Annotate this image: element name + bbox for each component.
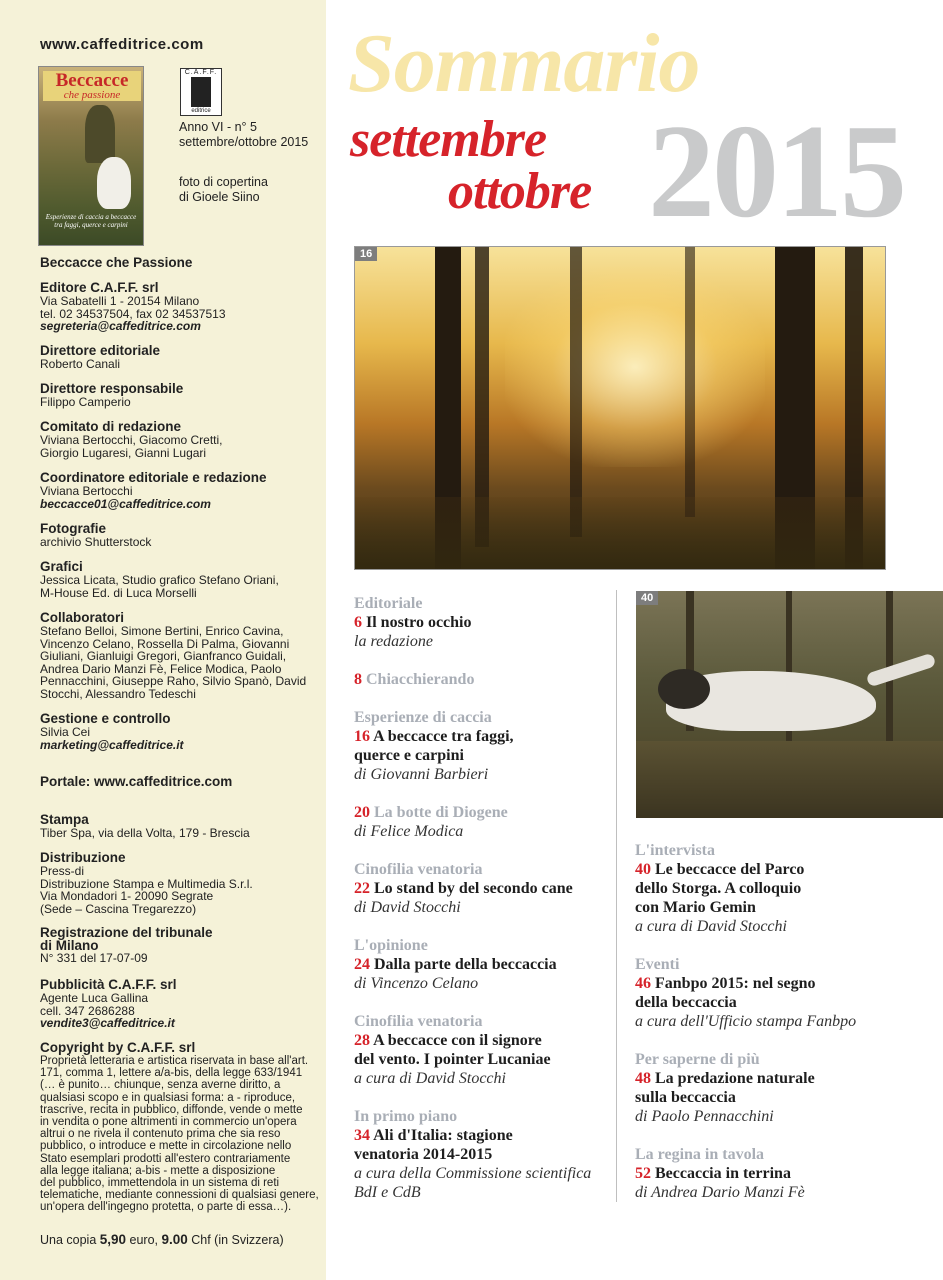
toc-author: di Vincenzo Celano xyxy=(354,975,479,992)
coordinatore-name: Viviana Bertocchi xyxy=(40,484,133,498)
grafici-label: Grafici xyxy=(40,559,83,574)
toc-category: Cinofilia venatoria xyxy=(354,861,483,878)
comitato-block xyxy=(40,419,223,459)
toc-title: Dalla parte della beccaccia xyxy=(374,956,557,973)
toc-category: L'intervista xyxy=(635,842,715,859)
toc-author-line2: BdI e CdB xyxy=(354,1184,421,1201)
toc-title: Fanbpo 2015: nel segno xyxy=(655,975,816,992)
toc-entry[interactable] xyxy=(354,1107,619,1202)
toc-author: di Andrea Dario Manzi Fè xyxy=(635,1184,805,1201)
copyright-line: qualsiasi scopo e in qualsiasi forma: a - riproduce, xyxy=(40,1091,296,1104)
portale-block[interactable] xyxy=(40,774,232,789)
direttore-editoriale-label: Direttore editoriale xyxy=(40,343,161,358)
toc-page-number: 24 xyxy=(354,956,370,973)
toc-title-line2: venatoria 2014-2015 xyxy=(354,1146,493,1163)
copyright-line: (… è punito… chiunque, senza averne diritto, a xyxy=(40,1079,281,1092)
issue-date: settembre/ottobre 2015 xyxy=(179,135,309,149)
direttore-responsabile-block xyxy=(40,381,183,409)
toc-entry[interactable] xyxy=(635,1050,900,1126)
issue-month-2: ottobre xyxy=(448,163,592,220)
toc-title: La predazione naturale xyxy=(655,1070,815,1087)
toc-title: Beccaccia in terrina xyxy=(655,1165,791,1182)
stampa-text: Tiber Spa, via della Volta, 179 - Brescia xyxy=(40,826,250,840)
collaboratori-line: Pennacchini, Giuseppe Raho, Silvio Spanò, David xyxy=(40,674,307,688)
caff-editrice-logo xyxy=(180,68,222,116)
cover-logo xyxy=(43,71,141,101)
masthead-text: Beccacce che Passione xyxy=(40,255,193,270)
price-line xyxy=(40,1232,284,1247)
toc-page-number: 52 xyxy=(635,1165,651,1182)
toc-category: Per saperne di più xyxy=(635,1051,760,1068)
price-suffix: Chf (in Svizzera) xyxy=(187,1233,284,1247)
page-badge-16: 16 xyxy=(355,247,377,261)
tree-trunk xyxy=(570,247,582,537)
collaboratori-line: Stefano Belloi, Simone Bertini, Enrico Cavina, xyxy=(40,624,284,638)
caff-logo-icon xyxy=(191,77,211,107)
toc-page-number: 8 xyxy=(354,671,362,688)
copyright-line: 171, comma 1, lettere a/a-bis, della legge 633/1941 xyxy=(40,1067,303,1080)
grafici-line1: Jessica Licata, Studio grafico Stefano Oriani, xyxy=(40,573,279,587)
toc-entry[interactable] xyxy=(354,670,619,689)
toc-entry[interactable] xyxy=(635,1145,900,1202)
caff-logo-top: C.A.F.F. xyxy=(184,69,218,76)
comitato-label: Comitato di redazione xyxy=(40,419,182,434)
collaboratori-line: Stocchi, Alessandro Tedeschi xyxy=(40,686,196,701)
fotografie-block xyxy=(40,521,151,549)
cover-hunter-figure xyxy=(85,105,115,163)
fotografie-text: archivio Shutterstock xyxy=(40,535,152,549)
registrazione-block xyxy=(40,926,213,965)
toc-title: La botte di Diogene xyxy=(374,804,508,821)
toc-title: Il nostro occhio xyxy=(366,614,472,631)
gestione-label: Gestione e controllo xyxy=(40,711,171,726)
copyright-label: Copyright by C.A.F.F. srl xyxy=(40,1040,196,1055)
toc-category: L'opinione xyxy=(354,937,428,954)
toc-title: A beccacce tra faggi, xyxy=(373,728,514,745)
toc-title: A beccacce con il signore xyxy=(373,1032,542,1049)
setter-dog-tail xyxy=(866,653,937,688)
price-prefix: Una copia xyxy=(40,1233,100,1247)
toc-title: Chiacchierando xyxy=(366,671,475,688)
toc-title-line2: dello Storga. A colloquio xyxy=(635,880,802,897)
toc-entry[interactable] xyxy=(354,1012,619,1088)
portale-text[interactable]: Portale: www.caffeditrice.com xyxy=(40,774,233,789)
toc-entry[interactable] xyxy=(354,594,619,651)
toc-page-number: 20 xyxy=(354,804,370,821)
editore-email[interactable]: segreteria@caffeditrice.com xyxy=(40,319,201,333)
cover-caption: Esperienze di caccia a beccacce tra faggi, querce e carpini xyxy=(45,213,137,229)
toc-entry[interactable] xyxy=(635,841,900,936)
copyright-line: in vendita o pone altrimenti in commercio un'opera xyxy=(40,1116,297,1129)
editore-label: Editore C.A.F.F. srl xyxy=(40,280,159,295)
collaboratori-line: Andrea Dario Manzi Fè, Felice Modica, Paolo xyxy=(40,661,282,676)
toc-title-line2: del vento. I pointer Lucaniae xyxy=(354,1051,551,1068)
toc-author: di David Stocchi xyxy=(354,899,461,916)
tree-trunk xyxy=(685,247,695,517)
toc-author: di Giovanni Barbieri xyxy=(354,766,489,783)
issue-year: 2015 xyxy=(648,97,904,245)
toc-title: Lo stand by del secondo cane xyxy=(374,880,573,897)
copyright-line: altrui o ne rivela il contenuto prima che sia reso xyxy=(40,1128,281,1141)
copyright-line: telematiche, mediante connessioni di qualsiasi genere, xyxy=(40,1189,319,1202)
toc-category: Eventi xyxy=(635,956,680,973)
distribuzione-line: Via Mondadori 1- 20090 Segrate xyxy=(40,889,214,903)
issue-info xyxy=(179,120,308,150)
copyright-block xyxy=(40,1040,319,1214)
copyright-line: alla legge italiana; a-bis - mette a disposizione xyxy=(40,1164,276,1177)
page-badge-40: 40 xyxy=(636,591,658,605)
cover-logo-text: Beccacce xyxy=(55,70,129,91)
collaboratori-label: Collaboratori xyxy=(40,610,125,625)
coordinatore-label: Coordinatore editoriale e redazione xyxy=(40,470,267,485)
direttore-editoriale-block xyxy=(40,343,160,371)
cover-logo-subtitle: che passione xyxy=(63,89,121,101)
cover-credit-line1: foto di copertina xyxy=(179,175,268,189)
setter-dog-photo xyxy=(636,591,943,818)
gestione-block xyxy=(40,711,184,751)
distribuzione-line: Press-di xyxy=(40,864,85,878)
gestione-name: Silvia Cei xyxy=(40,725,91,739)
distribuzione-line: Distribuzione Stampa e Multimedia S.r.l. xyxy=(40,876,253,891)
toc-category: Esperienze di caccia xyxy=(354,709,492,726)
price-eur: 5,90 xyxy=(99,1232,127,1247)
coordinatore-block xyxy=(40,470,267,510)
toc-author: a cura di David Stocchi xyxy=(354,1070,506,1087)
toc-author: di Felice Modica xyxy=(354,823,464,840)
direttore-editoriale-name: Roberto Canali xyxy=(40,357,121,371)
cover-dog-figure xyxy=(97,157,131,209)
copyright-line: un'opera dell'ingegno protetta, o parte di essa…). xyxy=(40,1201,292,1214)
editore-phone: tel. 02 34537504, fax 02 34537513 xyxy=(40,306,226,321)
toc-page-number: 22 xyxy=(354,880,370,897)
toc-author: la redazione xyxy=(354,633,433,650)
stampa-label: Stampa xyxy=(40,812,89,827)
website-url[interactable]: www.caffeditrice.com xyxy=(40,36,204,53)
toc-author: a cura di David Stocchi xyxy=(635,918,787,935)
price-chf: 9.00 xyxy=(161,1232,188,1247)
issue-number: Anno VI - n° 5 xyxy=(179,120,257,134)
distribuzione-label: Distribuzione xyxy=(40,850,126,865)
distribuzione-line: (Sede – Cascina Tregarezzo) xyxy=(40,901,197,916)
grafici-line2: M-House Ed. di Luca Morselli xyxy=(40,585,197,600)
copyright-line: trascrive, recita in pubblico, diffonde, vende o mette xyxy=(40,1103,303,1116)
toc-category: Cinofilia venatoria xyxy=(354,1013,483,1030)
toc-page-number: 46 xyxy=(635,975,651,992)
copyright-line: pubblico, o introduce e mette in circolazione nello xyxy=(40,1140,292,1153)
toc-entry[interactable] xyxy=(354,860,619,917)
registrazione-label-2: di Milano xyxy=(40,938,99,953)
toc-page-number: 28 xyxy=(354,1032,370,1049)
stampa-block xyxy=(40,812,250,840)
toc-title-line2: della beccaccia xyxy=(635,994,737,1011)
copyright-line: Proprietà letteraria e artistica riservata in base all'art. xyxy=(40,1055,309,1067)
toc-entry[interactable] xyxy=(354,803,619,841)
comitato-line1: Viviana Bertocchi, Giacomo Cretti, xyxy=(40,433,223,447)
toc-title: Ali d'Italia: stagione xyxy=(373,1127,513,1144)
toc-entry[interactable] xyxy=(354,708,619,784)
collaboratori-line: Vincenzo Celano, Rossella Di Palma, Giovanni xyxy=(40,636,290,651)
toc-author: a cura dell'Ufficio stampa Fanbpo xyxy=(635,1013,857,1030)
toc-category: In primo piano xyxy=(354,1108,458,1125)
cover-photo-credit xyxy=(179,175,268,205)
toc-page-number: 40 xyxy=(635,861,651,878)
toc-entry[interactable] xyxy=(635,955,900,1031)
toc-page-number: 34 xyxy=(354,1127,370,1144)
toc-category: Editoriale xyxy=(354,595,423,612)
caff-logo-bottom: editrice xyxy=(191,108,211,114)
registrazione-text: N° 331 del 17-07-09 xyxy=(40,951,148,965)
direttore-responsabile-label: Direttore responsabile xyxy=(40,381,184,396)
toc-title-line2: querce e carpini xyxy=(354,747,464,764)
comitato-line2: Giorgio Lugaresi, Gianni Lugari xyxy=(40,445,207,460)
masthead-title xyxy=(40,255,192,270)
toc-page-number: 48 xyxy=(635,1070,651,1087)
coordinatore-email[interactable]: beccacce01@caffeditrice.com xyxy=(40,496,211,511)
cover-credit-line2: di Gioele Siino xyxy=(179,190,260,204)
toc-title-line2: sulla beccaccia xyxy=(635,1089,736,1106)
editore-address: Via Sabatelli 1 - 20154 Milano xyxy=(40,294,200,308)
pubblicita-block xyxy=(40,977,177,1030)
collaboratori-block xyxy=(40,610,306,700)
forest-photo xyxy=(354,246,886,570)
grafici-block xyxy=(40,559,279,599)
pubblicita-label: Pubblicità C.A.F.F. srl xyxy=(40,977,177,992)
leaf-litter xyxy=(636,741,943,818)
editore-block xyxy=(40,280,226,333)
registrazione-label: Registrazione del tribunale xyxy=(40,925,213,940)
forest-undergrowth xyxy=(355,497,885,569)
toc-author: di Paolo Pennacchini xyxy=(635,1108,774,1125)
toc-title-line3: con Mario Gemin xyxy=(635,899,756,916)
issue-month-1: settembre xyxy=(350,111,547,168)
toc-page-number: 16 xyxy=(354,728,370,745)
distribuzione-block xyxy=(40,850,253,915)
pubblicita-agent: Agente Luca Gallina xyxy=(40,991,149,1005)
pubblicita-phone: cell. 347 2686288 xyxy=(40,1003,135,1018)
sommario-title: Sommario xyxy=(348,17,700,110)
collaboratori-line: Giuliani, Gianluigi Gregori, Gianfranco Guidali, xyxy=(40,649,287,663)
gestione-email[interactable]: marketing@caffeditrice.it xyxy=(40,737,184,752)
fotografie-label: Fotografie xyxy=(40,521,106,536)
setter-dog-head xyxy=(658,669,710,709)
toc-entry[interactable] xyxy=(354,936,619,993)
copyright-line: del pubblico, immettendola in un sistema di reti xyxy=(40,1177,280,1190)
magazine-cover-thumbnail xyxy=(38,66,144,246)
sunlight-glow xyxy=(505,267,765,467)
pubblicita-email[interactable]: vendite3@caffeditrice.it xyxy=(40,1016,175,1030)
toc-title: Le beccacce del Parco xyxy=(655,861,805,878)
price-mid: euro, xyxy=(126,1233,162,1247)
toc-category: La regina in tavola xyxy=(635,1146,765,1163)
direttore-responsabile-name: Filippo Camperio xyxy=(40,395,131,409)
toc-page-number: 6 xyxy=(354,614,362,631)
toc-author: a cura della Commissione scientifica xyxy=(354,1165,592,1182)
copyright-line: Stato esemplari prodotti all'estero contrariamente xyxy=(40,1152,291,1165)
